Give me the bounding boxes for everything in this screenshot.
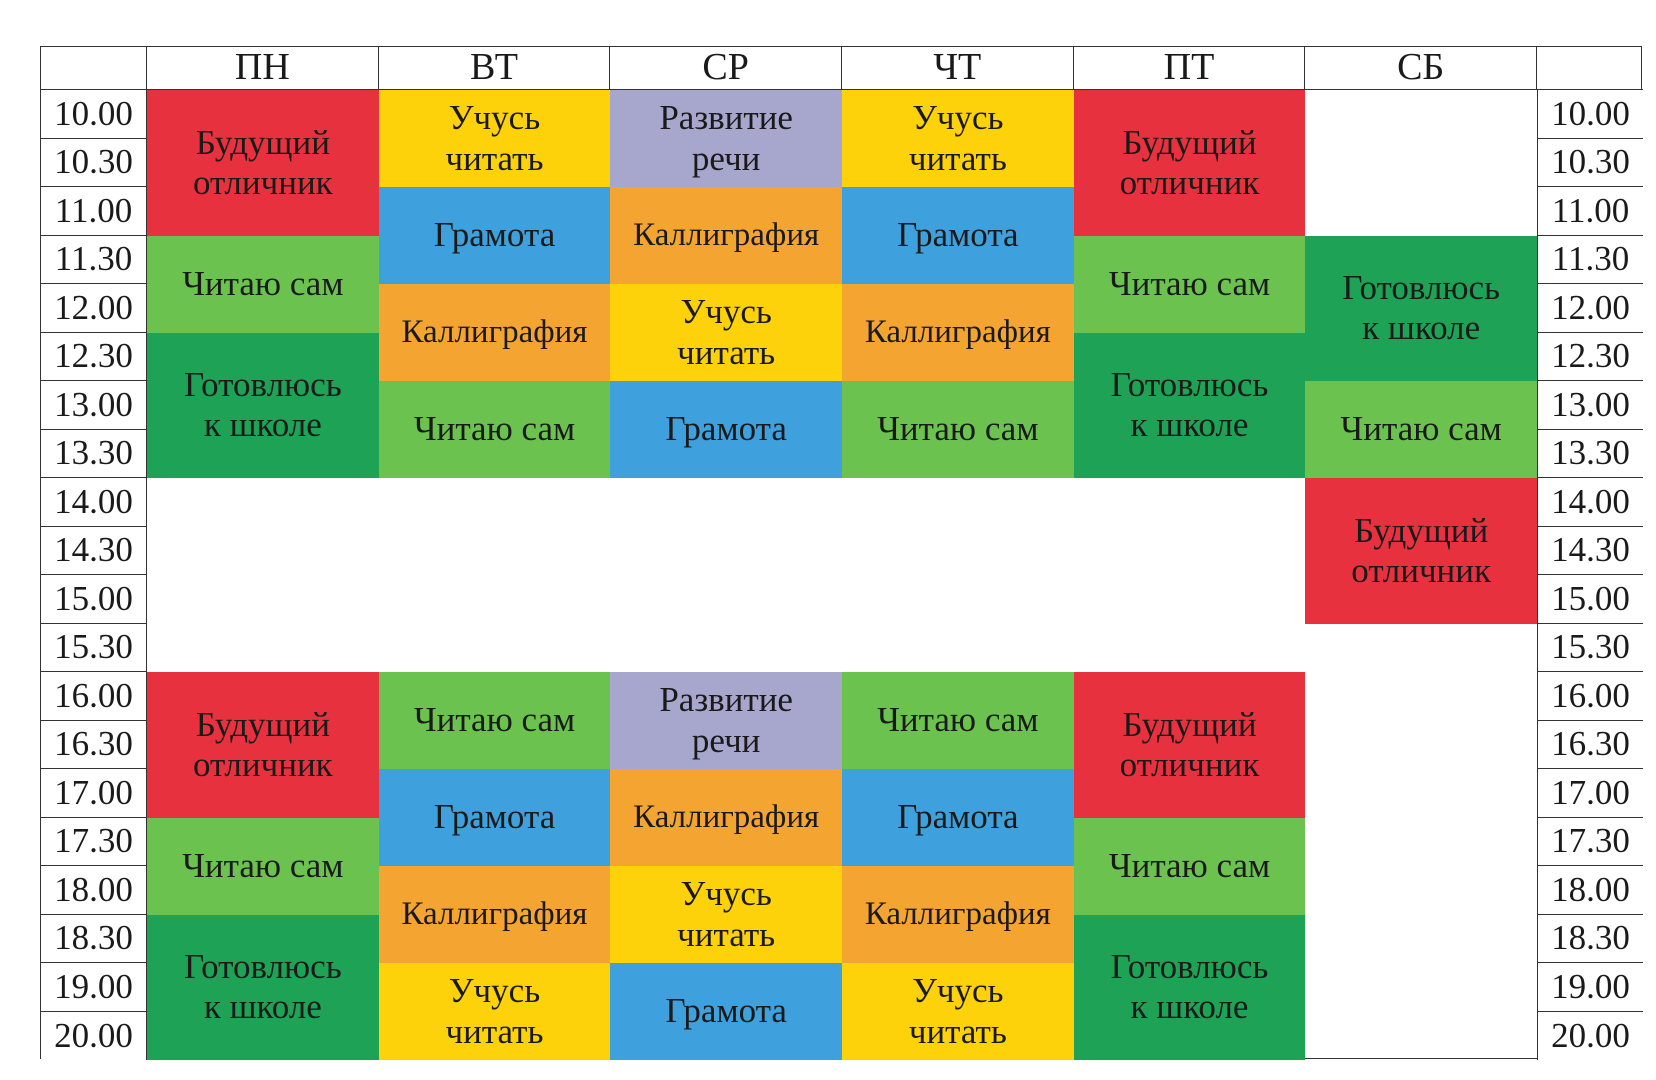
lesson-block: Читаю сам [379,381,611,478]
header-corner-right [1537,47,1643,90]
time-label-left: 15.00 [41,575,147,624]
lesson-block: Учусь читать [379,90,611,187]
day-header: СР [610,47,842,90]
lesson-block: Учусь читать [842,90,1074,187]
lesson-block: Учусь читать [610,284,842,381]
lesson-block: Готовлюсь к школе [1074,915,1306,1061]
time-label-left: 14.00 [41,478,147,527]
time-label-right: 15.00 [1537,575,1643,624]
lesson-block: Будущий отличник [1074,90,1306,236]
day-header: ПТ [1074,47,1306,90]
time-label-left: 11.00 [41,187,147,236]
time-label-right: 16.30 [1537,721,1643,770]
lesson-block: Читаю сам [379,672,611,769]
lesson-block: Готовлюсь к школе [147,333,379,479]
time-label-right: 14.30 [1537,527,1643,576]
time-label-left: 17.30 [41,818,147,867]
time-label-right: 19.00 [1537,963,1643,1012]
lesson-block: Развитие речи [610,90,842,187]
time-label-left: 11.30 [41,236,147,285]
lesson-block: Готовлюсь к школе [1305,236,1537,382]
time-label-left: 10.30 [41,139,147,188]
lesson-block: Учусь читать [379,963,611,1060]
time-label-right: 13.00 [1537,381,1643,430]
lesson-block: Читаю сам [1074,818,1306,915]
time-label-right: 11.00 [1537,187,1643,236]
lesson-block: Грамота [610,381,842,478]
lesson-block: Грамота [379,187,611,284]
day-header: СБ [1305,47,1537,90]
time-label-right: 15.30 [1537,624,1643,673]
time-label-left: 16.30 [41,721,147,770]
time-label-left: 13.30 [41,430,147,479]
lesson-block: Будущий отличник [1305,478,1537,624]
lesson-block: Готовлюсь к школе [147,915,379,1061]
time-label-left: 18.00 [41,866,147,915]
lesson-block: Грамота [842,187,1074,284]
time-label-right: 17.30 [1537,818,1643,867]
lesson-block: Будущий отличник [147,90,379,236]
lesson-block: Каллиграфия [610,769,842,866]
lesson-block: Читаю сам [1074,236,1306,333]
lesson-block: Грамота [610,963,842,1060]
lesson-block: Каллиграфия [379,284,611,381]
lesson-block: Грамота [379,769,611,866]
lesson-block: Готовлюсь к школе [1074,333,1306,479]
time-label-right: 17.00 [1537,769,1643,818]
lesson-block: Развитие речи [610,672,842,769]
lesson-block: Каллиграфия [842,866,1074,963]
day-header: ПН [147,47,379,90]
lesson-block: Грамота [842,769,1074,866]
time-label-right: 14.00 [1537,478,1643,527]
time-label-right: 10.30 [1537,139,1643,188]
lesson-block: Читаю сам [1305,381,1537,478]
time-label-right: 13.30 [1537,430,1643,479]
lesson-block: Учусь читать [610,866,842,963]
time-label-right: 12.30 [1537,333,1643,382]
time-label-left: 12.00 [41,284,147,333]
lesson-block: Будущий отличник [147,672,379,818]
lesson-block: Учусь читать [842,963,1074,1060]
time-label-left: 12.30 [41,333,147,382]
time-label-right: 18.30 [1537,915,1643,964]
lesson-block: Каллиграфия [379,866,611,963]
schedule-table [40,46,1642,1059]
time-label-right: 16.00 [1537,672,1643,721]
lesson-block: Читаю сам [147,236,379,333]
time-label-left: 17.00 [41,769,147,818]
time-label-right: 12.00 [1537,284,1643,333]
time-label-right: 20.00 [1537,1012,1643,1061]
day-header: ВТ [379,47,611,90]
lesson-block: Читаю сам [842,672,1074,769]
time-label-right: 11.30 [1537,236,1643,285]
time-label-left: 16.00 [41,672,147,721]
time-label-left: 20.00 [41,1012,147,1061]
lesson-block: Читаю сам [147,818,379,915]
time-label-right: 10.00 [1537,90,1643,139]
time-label-left: 18.30 [41,915,147,964]
time-label-right: 18.00 [1537,866,1643,915]
lesson-block: Каллиграфия [610,187,842,284]
time-label-left: 14.30 [41,527,147,576]
time-label-left: 10.00 [41,90,147,139]
day-header: ЧТ [842,47,1074,90]
lesson-block: Каллиграфия [842,284,1074,381]
time-label-left: 13.00 [41,381,147,430]
header-corner-left [41,47,147,90]
time-label-left: 15.30 [41,624,147,673]
time-label-left: 19.00 [41,963,147,1012]
lesson-block: Будущий отличник [1074,672,1306,818]
lesson-block: Читаю сам [842,381,1074,478]
